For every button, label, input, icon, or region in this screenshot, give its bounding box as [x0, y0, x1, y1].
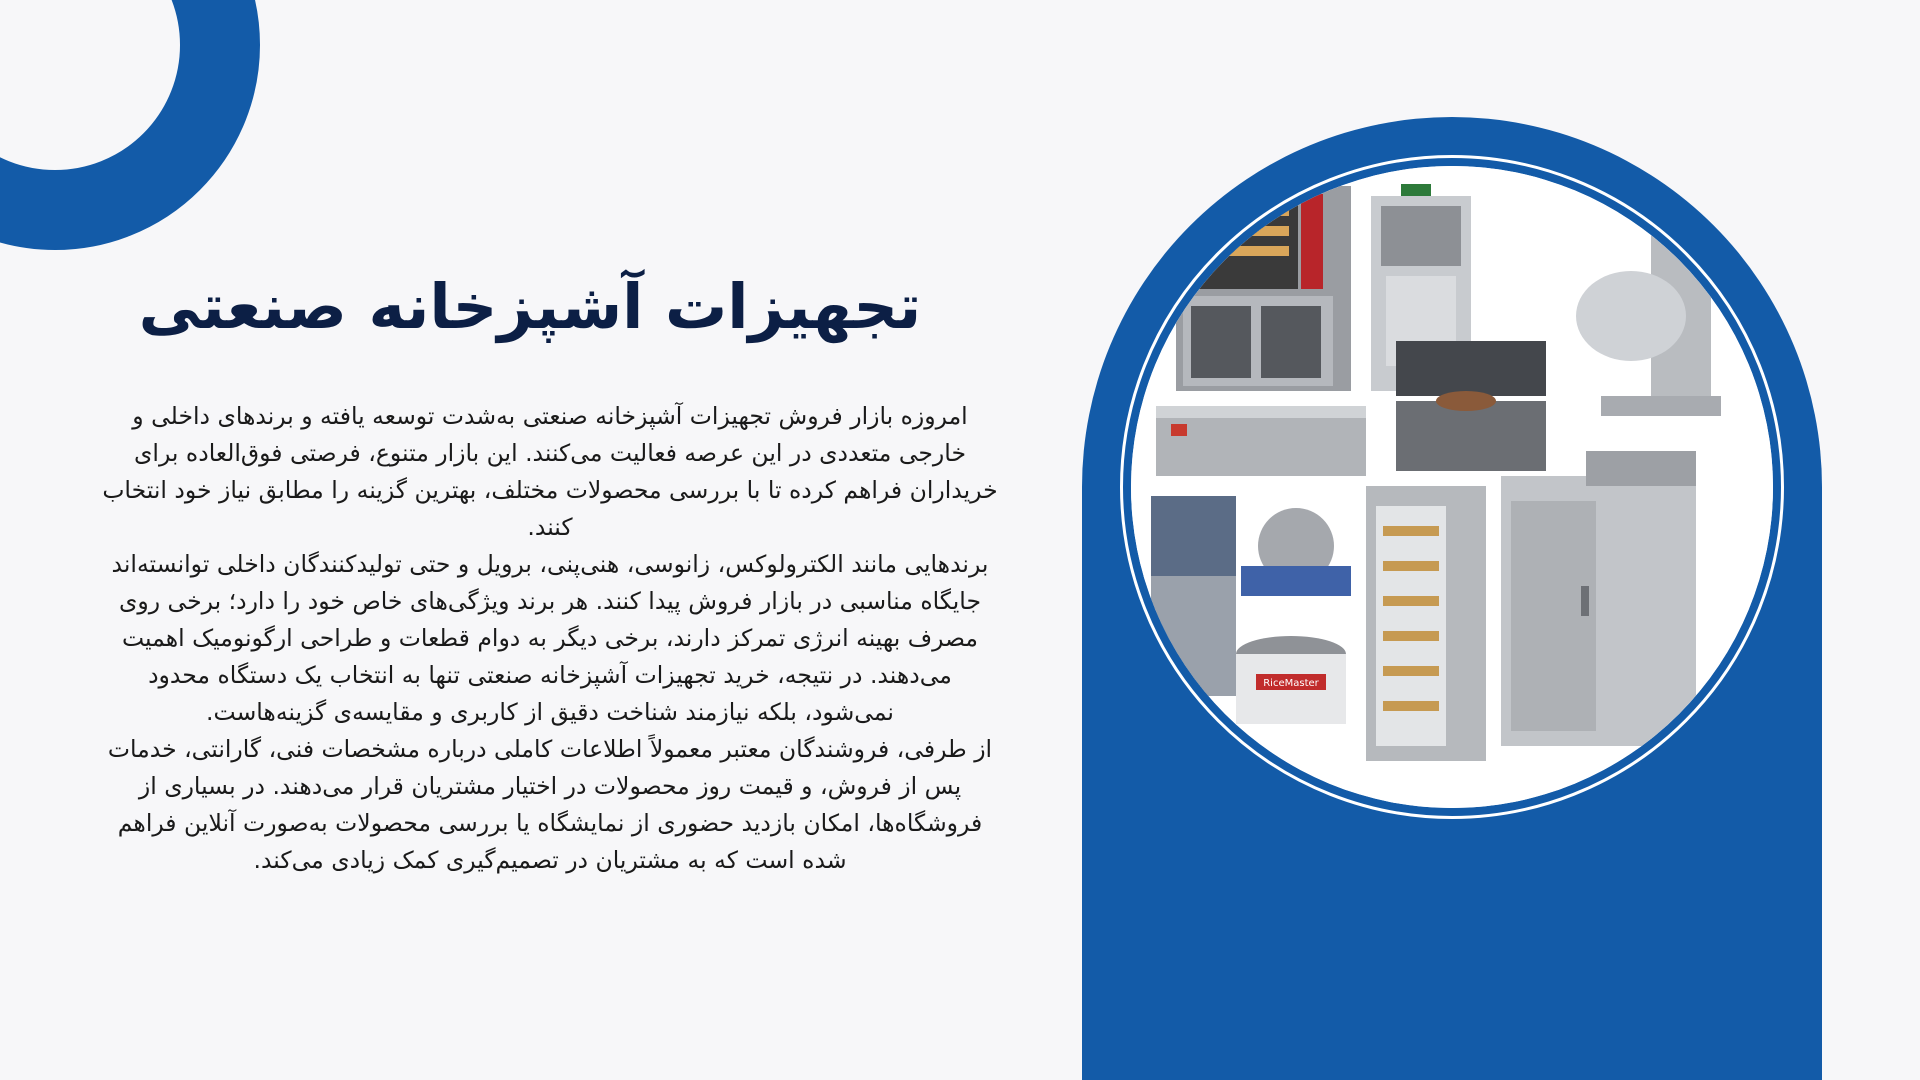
- griddle-image: [1156, 406, 1366, 476]
- panini-press-image: [1396, 341, 1546, 471]
- heated-cabinet-image: [1366, 486, 1486, 761]
- paragraph-brands: برندهایی مانند الکترولوکس، زانوسی، هنی‌پنی، برویل و حتی تولیدکنندگان داخلی توانسته‌اند جایگاه مناسبی در بازار فروش پیدا کنند. هر برند ویژگی‌های خاص خود را دارد؛ برخی روی مصرف بهینه انرژی تمرکز دارند، برخی دیگر به دوام قطعات و طراحی ارگونومیک اهمیت می‌دهند. در نتیجه، خرید تجهیزات آشپزخانه صنعتی تنها به انتخاب یک دستگاه محدود نمی‌شود، بلکه نیازمند شناخت دقیق از کاربری و مقایسه‌ی گزینه‌هاست.: [111, 550, 989, 726]
- body-text: [100, 398, 1000, 879]
- rice-cooker-label: RiceMaster: [1263, 678, 1319, 689]
- paragraph-sellers: از طرفی، فروشندگان معتبر معمولاً اطلاعات کاملی درباره مشخصات فنی، گارانتی، خدمات پس از فروش، و قیمت روز محصولات در اختیار مشتریان قرار می‌دهند. در بسیاری از فروشگاه‌ها، امکان بازدید حضوری از نمایشگاه یا بررسی محصولات به‌صورت آنلاین فراهم شده است که به مشتریان در تصمیم‌گیری کمک زیادی می‌کند.: [107, 735, 993, 874]
- corner-ring-decoration: [0, 0, 260, 250]
- walk-in-freezer-image: [1501, 451, 1696, 746]
- page-title: تجهیزات آشپزخانه صنعتی: [138, 270, 922, 343]
- paragraph-intro: امروزه بازار فروش تجهیزات آشپزخانه صنعتی به‌شدت توسعه یافته و برندهای داخلی و خارجی متعددی در این عرصه فعالیت می‌کنند. این بازار متنوع، فرصتی فوق‌العاده برای خریداران فراهم کرده تا با بررسی محصولات مختلف، بهترین گزینه را مطابق نیاز خود انتخاب کنند.: [102, 402, 998, 541]
- kitchen-equipment-photo: [1131, 166, 1773, 808]
- rice-cooker-image: [1236, 636, 1346, 724]
